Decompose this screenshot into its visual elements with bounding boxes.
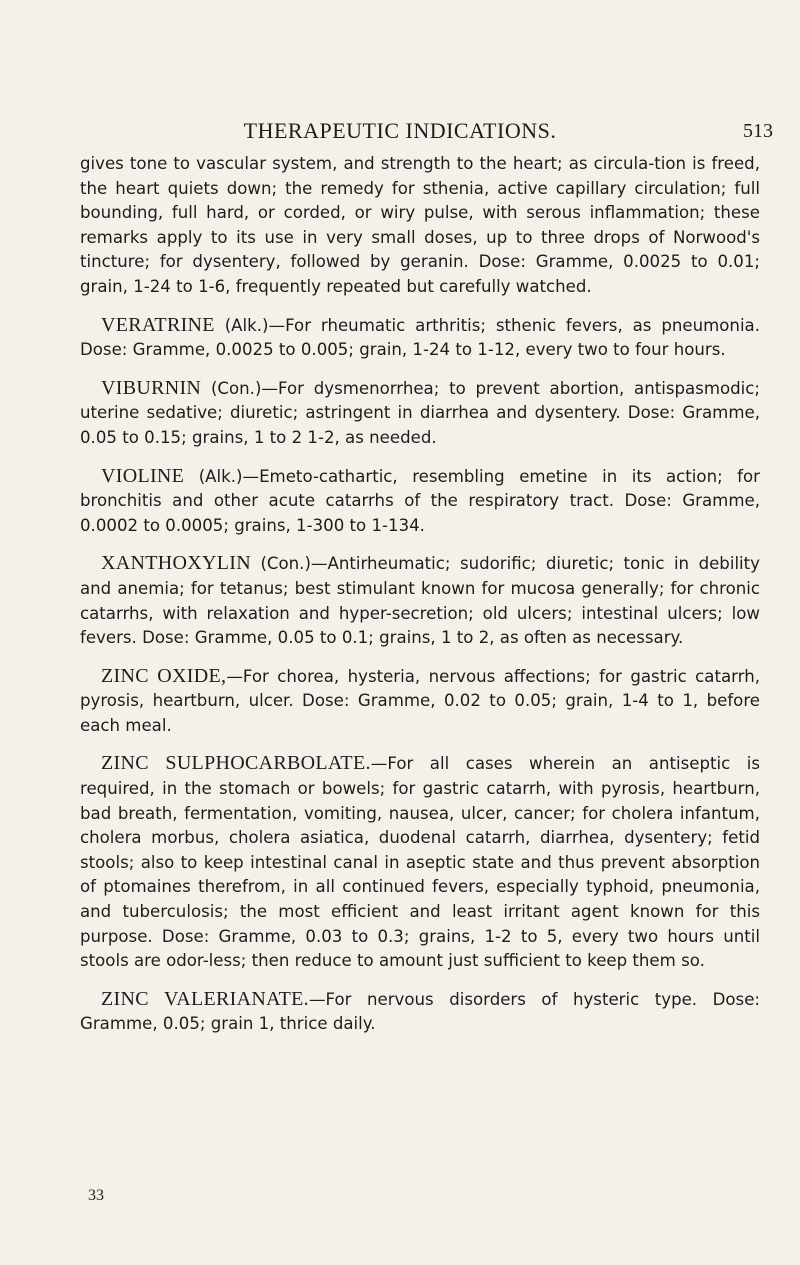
entry-veratrine xyxy=(80,313,760,363)
entry-text: (Con.)—For dysmenorrhea; to prevent abortion, antispasmodic; uterine sedative; diuretic; astringent in diarrhea and dysentery. Dose: Gramme, 0.05 to 0.15; grains, 1 to 2 1-2, as needed. xyxy=(80,378,760,447)
page-number: 513 xyxy=(743,120,773,142)
entry-term: ZINC SULPHOCARBOLATE. xyxy=(101,752,371,775)
entry-violine xyxy=(80,464,760,539)
entry-zinc-oxide xyxy=(80,664,760,739)
entry-term: XANTHOXYLIN xyxy=(101,552,251,575)
entry-text: (Alk.)—Emeto-cathartic, resembling emetine in its action; for bronchitis and other acute catarrhs of the respiratory tract. Dose: Gramme, 0.0002 to 0.0005; grains, 1-300 to 1-134. xyxy=(80,466,760,535)
entry-xanthoxylin xyxy=(80,551,760,650)
entry-text: (Con.)—Antirheumatic; sudorific; diuretic; tonic in debility and anemia; for tetanus; best stimulant known for mucosa generally; for chronic catarrhs, with relaxation and hyper-secretion; old ulcers; intestinal ulcers; low fevers. Dose: Gramme, 0.05 to 0.1; grains, 1 to 2, as often as necessary. xyxy=(80,554,760,648)
entry-text: (Alk.)—For rheumatic arthritis; sthenic fevers, as pneumonia. Dose: Gramme, 0.0025 to 0.005; grain, 1-24 to 1-12, every two to four hours. xyxy=(80,315,760,360)
continuation-paragraph: gives tone to vascular system, and strength to the heart; as circula-tion is freed, the heart quiets down; the remedy for sthenia, active capillary circulation; full bounding, full hard, or corded, or wiry pulse, with serous inflammation; these remarks apply to its use in very small doses, up to three drops of Norwood's tincture; for dysentery, followed by geranin. Dose: Gramme, 0.0025 to 0.01; grain, 1-24 to 1-6, frequently repeated but carefully watched. xyxy=(80,154,760,296)
entry-text: —For all cases wherein an antiseptic is required, in the stomach or bowels; for gastric catarrh, with pyrosis, heartburn, bad breath, fermentation, vomiting, nausea, ulcer, cancer; for cholera infantum, cholera morbus, cholera asiatica, duodenal catarrh, diarrhea, dysentery; fetid stools; also to keep intestinal canal in aseptic state and thus prevent absorption of ptomaines therefrom, in all continued fevers, especially typhoid, pneumonia, and tuberculosis; the most efficient and least irritant agent known for this purpose. Dose: Gramme, 0.03 to 0.3; grains, 1-2 to 5, every two hours until stools are odor-less; then reduce to amount just sufficient to keep them so. xyxy=(80,754,760,971)
entry-viburnin xyxy=(80,376,760,451)
entry-zinc-sulphocarbolate xyxy=(80,751,760,973)
page-header xyxy=(0,118,800,148)
entry-term: VIOLINE xyxy=(101,464,185,487)
entry-term: VIBURNIN xyxy=(101,376,202,399)
entry-term: ZINC OXIDE, xyxy=(101,664,227,687)
signature-mark: 33 xyxy=(88,1187,104,1204)
running-head: THERAPEUTIC INDICATIONS. xyxy=(243,118,557,143)
page-content xyxy=(80,152,760,1050)
entry-zinc-valerianate xyxy=(80,987,760,1037)
entry-text: —For nervous disorders of hysteric type. Dose: Gramme, 0.05; grain 1, thrice daily. xyxy=(80,989,760,1034)
entry-term: ZINC VALERIANATE. xyxy=(101,987,309,1010)
entry-text: —For chorea, hysteria, nervous affections; for gastric catarrh, pyrosis, heartburn, ulcer. Dose: Gramme, 0.02 to 0.05; grain, 1-4 to 1, before each meal. xyxy=(80,666,760,735)
entry-term: VERATRINE xyxy=(101,313,215,336)
